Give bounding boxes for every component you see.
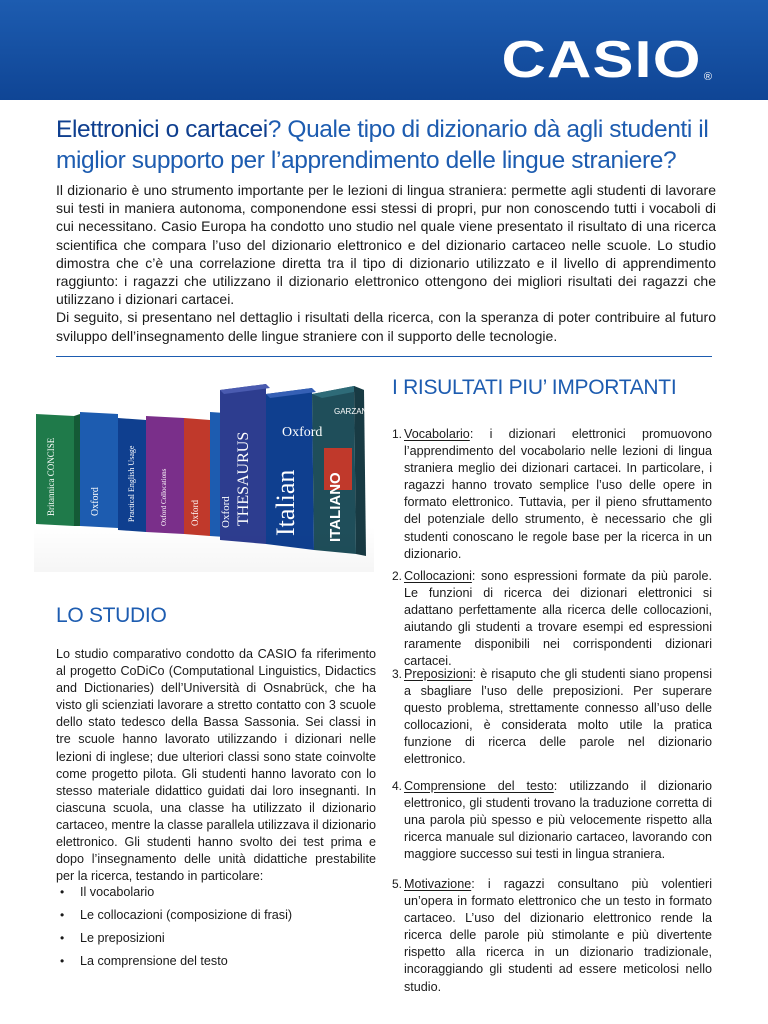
result-item-collocazioni <box>392 568 712 671</box>
result-number: 4. <box>392 779 403 793</box>
casio-logo: CASIO <box>501 31 702 89</box>
result-number: 3. <box>392 667 403 681</box>
intro-paragraph: Di seguito, si presentano nel dettaglio i risultati della ricerca, con la speranza di poter contribuire al futuro sviluppo dell’insegnamento delle lingue straniere con il supporto delle tecnologie. <box>56 309 716 344</box>
result-item-preposizioni <box>392 666 712 769</box>
study-bullet-list <box>56 884 376 976</box>
result-text: : i ragazzi consultano più volentieri un’opera in formato elettronico che un testo in formato cartaceo. L’uso del dizionario elettronico rende la ricerca delle parole più stimolante e più divertente rispetto alla ricerca in un dizionario tradizionale, incoraggiando gli studenti ad essere meticolosi nello studio. <box>404 877 712 994</box>
svg-text:GARZANTI: GARZANTI <box>334 407 374 416</box>
list-item: • La comprensione del testo <box>56 953 376 976</box>
list-item: • Le collocazioni (composizione di frasi) <box>56 907 376 930</box>
list-item: • Le preposizioni <box>56 930 376 953</box>
result-text: : utilizzando il dizionario elettronico, gli studenti trovano la traduzione corretta di una parola più spesso e più velocemente rispetto alla ricerca manuale sul dizionario cartaceo, lavorando con maggiore successo sui testi in lingua straniera. <box>404 779 712 862</box>
svg-text:Oxford: Oxford <box>90 487 101 516</box>
result-item-motivazione <box>392 876 712 996</box>
svg-text:Oxford: Oxford <box>190 500 200 526</box>
result-term: Motivazione <box>404 877 472 891</box>
result-item-comprensione <box>392 778 712 863</box>
svg-text:Oxford Collocations: Oxford Collocations <box>160 468 168 526</box>
result-text: : sono espressioni formate da più parole. Le funzioni di ricerca dei dizionari elettronici si adattano perfettamente alla ricerca delle collocazioni, aiutando gli studenti a trovare esempi ed espressioni raramente disponibili nei corrispondenti dizionari cartacei. <box>404 569 712 669</box>
svg-text:Oxford: Oxford <box>282 425 323 440</box>
result-item-vocabolario <box>392 426 712 563</box>
intro-text <box>56 181 716 345</box>
svg-text:Practical English Usage: Practical English Usage <box>127 445 136 522</box>
result-number: 2. <box>392 569 403 583</box>
study-heading: LO STUDIO <box>56 604 167 627</box>
headline <box>56 114 736 176</box>
list-item: • Il vocabolario <box>56 884 376 907</box>
headline-lead: Elettronici o cartacei <box>56 116 268 143</box>
registered-mark: ® <box>703 71 712 83</box>
result-term: Vocabolario <box>404 427 470 441</box>
study-text: Lo studio comparativo condotto da CASIO fa riferimento al progetto CoDiCo (Computational Linguistics, Didactics and Dictionaries) dell’Università di Osnabrück, che ha visto gli scienziati lavorare a stretto contatto con 3 scuole dello stato tedesco della Bassa Sassonia. Sei classi in tre scuole hanno lavorato utilizzando i dizionari nelle lezioni di inglese; due ulteriori classi sono state coinvolte come progetto pilota. Gli studenti hanno lavorato con lo stesso materiale didattico guidati dai loro insegnanti. In ciascuna scuola, una classe ha utilizzato il dizionario cartaceo, mentre la classe parallela utilizzava il dizionario elettronico. Gli studenti hanno svolto dei test prima e dopo l’insegnamento delle unità didattiche prestabilite per la ricerca, testando in particolare: <box>56 647 376 884</box>
svg-text:Italian: Italian <box>271 469 300 536</box>
svg-text:Oxford: Oxford <box>220 496 232 528</box>
result-number: 5. <box>392 877 403 891</box>
result-text: : è risaputo che gli studenti siano propensi a sbagliare l’uso delle preposizioni. Per superare questo problema, strettamente connesso all’uso delle collocazioni, è considerata molto utile la pratica funzione di ricerca delle parole nel dizionario elettronico. <box>404 667 712 767</box>
result-term: Preposizioni <box>404 667 473 681</box>
section-divider <box>56 356 712 357</box>
result-text: : i dizionari elettronici promuovono l’apprendimento del vocabolario nelle lezioni di lingua straniera meglio dei dizionari cartacei. In particolare, i ragazzi hanno trovato semplice l’uso delle opere in formato elettronico. Tuttavia, per il pieno sfruttamento del potenziale dello strumento, è necessario che gli studenti conoscano le regole base per la ricerca in un dizionario. <box>404 427 712 561</box>
intro-paragraph: Il dizionario è uno strumento importante per le lezioni di lingua straniera: permette agli studenti di lavorare sui testi in maniera autonoma, componendone essi stessi di propri, pur non conoscendo tutti i vocaboli di cui necessitano. Casio Europa ha condotto uno studio nel quale viene presentato il risultato di una ricerca scientifica che compara l’uso del dizionario elettronico e del dizionario cartaceo nelle scuole. Lo studio dimostra che c’è una correlazione diretta tra il tipo di dizionario utilizzato e il livello di apprendimento raggiunto: i ragazzi che utilizzano il dizionario elettronico ottengono dei migliori risultati dei ragazzi che utilizzano i dizionari cartacei. <box>56 182 716 308</box>
results-heading: I RISULTATI PIU’ IMPORTANTI <box>392 376 677 399</box>
headline-rest: ? Quale tipo di dizionario dà agli studenti il miglior supporto per l’apprendimento delle lingue straniere? <box>56 116 709 174</box>
result-term: Collocazioni <box>404 569 472 583</box>
svg-text:Britannica CONCISE: Britannica CONCISE <box>46 437 56 516</box>
svg-text:ITALIANO: ITALIANO <box>327 472 344 542</box>
header-bar <box>0 0 768 100</box>
dictionaries-image <box>34 376 374 572</box>
svg-text:THESAURUS: THESAURUS <box>235 431 252 526</box>
result-number: 1. <box>392 427 403 441</box>
result-term: Comprensione del testo <box>404 779 554 793</box>
